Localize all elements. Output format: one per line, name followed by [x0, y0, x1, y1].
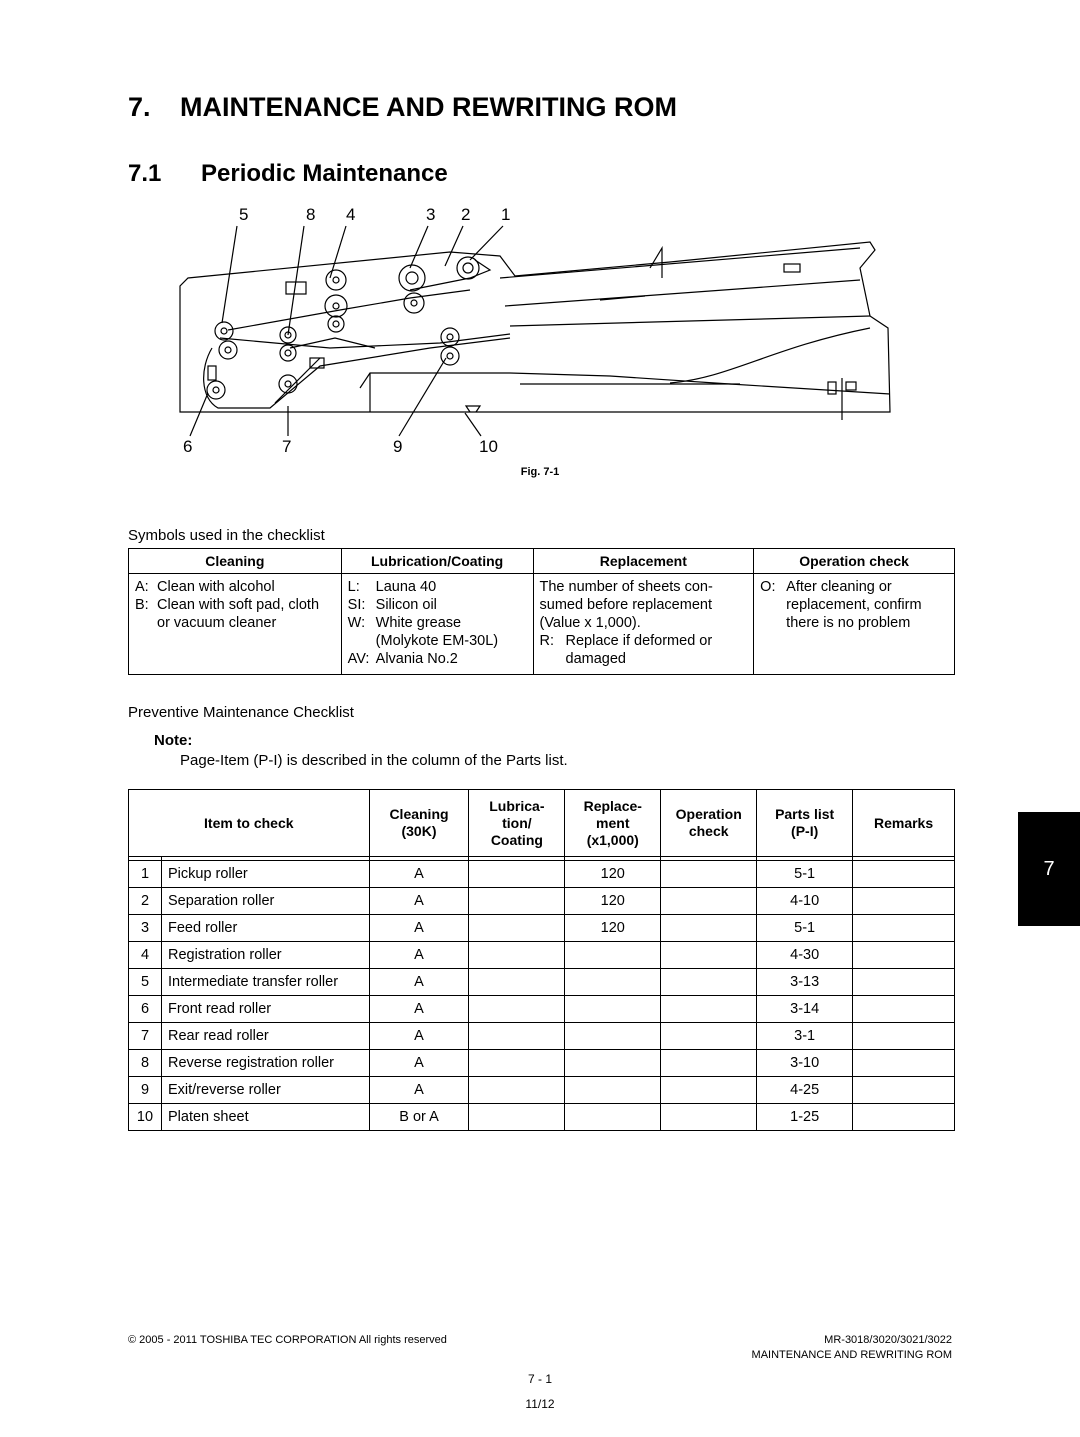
- parts-list-value: 5-1: [757, 915, 853, 942]
- chapter-title: MAINTENANCE AND REWRITING ROM: [180, 92, 677, 122]
- operation-value: [661, 1050, 757, 1077]
- parts-list-value: 3-13: [757, 969, 853, 996]
- replacement-value: 120: [565, 888, 661, 915]
- chapter-number: 7.: [128, 92, 151, 122]
- symbol-key: A:: [135, 579, 149, 595]
- operation-value: [661, 942, 757, 969]
- checklist-title: Preventive Maintenance Checklist: [128, 704, 354, 721]
- row-number: 10: [129, 1104, 162, 1131]
- cleaning-value: A: [369, 1023, 469, 1050]
- checklist-row: [129, 915, 955, 942]
- lubrication-value: [469, 1077, 565, 1104]
- checklist-row: [129, 1077, 955, 1104]
- item-name: Intermediate transfer roller: [161, 969, 369, 996]
- replacement-value: 120: [565, 915, 661, 942]
- checklist-row: [129, 996, 955, 1023]
- cleaning-value: A: [369, 1050, 469, 1077]
- operation-value: [661, 1023, 757, 1050]
- item-name: Separation roller: [161, 888, 369, 915]
- callout-1: 1: [501, 205, 511, 224]
- page-number: 7 - 1: [527, 1372, 552, 1386]
- operation-symbols-cell: [754, 574, 955, 675]
- replacement-value: 120: [565, 861, 661, 888]
- checklist-row: [129, 1023, 955, 1050]
- lubrication-value: [469, 969, 565, 996]
- item-name: Front read roller: [161, 996, 369, 1023]
- footer-copyright: © 2005 - 2011 TOSHIBA TEC CORPORATION All rights reserved: [128, 1334, 447, 1346]
- callout-4: 4: [346, 205, 356, 224]
- symbol-key: R:: [539, 633, 554, 649]
- parts-list-value: 1-25: [757, 1104, 853, 1131]
- symbol-entry: [540, 632, 748, 668]
- callout-10: 10: [479, 437, 498, 456]
- symbol-key: B:: [135, 597, 149, 613]
- cleaning-value: A: [369, 942, 469, 969]
- row-number: 1: [129, 861, 162, 888]
- parts-list-value: 3-14: [757, 996, 853, 1023]
- item-name: Pickup roller: [161, 861, 369, 888]
- callout-8: 8: [306, 205, 316, 224]
- remarks-value: [853, 915, 955, 942]
- symbol-text: Clean with soft pad, cloth or vacuum cleaner: [157, 597, 320, 631]
- replacement-value: [565, 1050, 661, 1077]
- symbol-entry: [135, 578, 335, 596]
- header-operation-check: Operation check: [754, 549, 955, 574]
- lubrication-symbols-cell: [341, 574, 533, 675]
- section-title: Periodic Maintenance: [201, 160, 448, 187]
- lubrication-value: [469, 1023, 565, 1050]
- operation-value: [661, 915, 757, 942]
- cleaning-value: A: [369, 996, 469, 1023]
- callout-3: 3: [426, 205, 436, 224]
- replacement-symbols-cell: [533, 574, 754, 675]
- remarks-value: [853, 888, 955, 915]
- callout-6: 6: [183, 437, 193, 456]
- operation-value: [661, 1104, 757, 1131]
- symbol-entry: [348, 578, 527, 596]
- symbol-text: Launa 40: [375, 579, 437, 595]
- cleaning-symbols-cell: [129, 574, 342, 675]
- symbol-entry: [760, 578, 948, 632]
- symbol-key: AV:: [347, 651, 370, 667]
- item-name: Feed roller: [161, 915, 369, 942]
- operation-value: [661, 969, 757, 996]
- footer-model: MR-3018/3020/3021/3022: [824, 1334, 952, 1346]
- revision-date: 11/12: [525, 1397, 555, 1411]
- operation-value: [661, 861, 757, 888]
- parts-list-value: 4-30: [757, 942, 853, 969]
- figure-caption: Fig. 7-1: [520, 466, 560, 478]
- replacement-description: The number of sheets con-sumed before replacement (Value x 1,000).: [539, 579, 713, 631]
- callout-7: 7: [282, 437, 292, 456]
- item-name: Platen sheet: [161, 1104, 369, 1131]
- symbol-key: O:: [760, 579, 776, 595]
- row-number: 4: [129, 942, 162, 969]
- callout-5: 5: [239, 205, 249, 224]
- replacement-value: [565, 996, 661, 1023]
- checklist-row: [129, 1050, 955, 1077]
- row-number: 2: [129, 888, 162, 915]
- header-remarks: Remarks: [853, 790, 955, 857]
- checklist-row: [129, 861, 955, 888]
- lubrication-value: [469, 1104, 565, 1131]
- parts-list-value: 3-10: [757, 1050, 853, 1077]
- parts-list-value: 5-1: [757, 861, 853, 888]
- header-replacement-text: Replace- ment (x1,000): [583, 797, 642, 848]
- row-number: 5: [129, 969, 162, 996]
- row-number: 9: [129, 1077, 162, 1104]
- symbols-header-row: [129, 549, 955, 574]
- header-operation-text: Operation check: [675, 806, 742, 839]
- item-name: Registration roller: [161, 942, 369, 969]
- header-lubrication-text: Lubrica- tion/ Coating: [489, 797, 545, 848]
- header-cleaning-30k-text: Cleaning (30K): [389, 806, 449, 839]
- symbol-entry: [348, 650, 527, 668]
- header-parts-list: [757, 790, 853, 857]
- remarks-value: [853, 1077, 955, 1104]
- symbol-key: W:: [347, 615, 366, 631]
- header-replacement: Replacement: [533, 549, 754, 574]
- callout-2: 2: [461, 205, 471, 224]
- lubrication-value: [469, 942, 565, 969]
- symbol-text: Clean with alcohol: [157, 579, 275, 595]
- replacement-value: [565, 1023, 661, 1050]
- note-text: Page-Item (P-I) is described in the column of the Parts list.: [180, 752, 568, 769]
- footer-doc-title: MAINTENANCE AND REWRITING ROM: [751, 1349, 952, 1361]
- symbol-text: White grease (Molykote EM-30L): [375, 615, 499, 649]
- checklist-row: [129, 969, 955, 996]
- chapter-heading: [128, 92, 677, 123]
- symbol-key: SI:: [347, 597, 366, 613]
- checklist-row: [129, 888, 955, 915]
- callout-9: 9: [393, 437, 403, 456]
- parts-list-value: 3-1: [757, 1023, 853, 1050]
- lubrication-value: [469, 888, 565, 915]
- symbol-text: Replace if deformed or damaged: [565, 633, 713, 667]
- chapter-side-tab: 7: [1018, 812, 1080, 926]
- checklist-row: [129, 942, 955, 969]
- replacement-value: [565, 969, 661, 996]
- lubrication-value: [469, 915, 565, 942]
- checklist-header-row: [129, 790, 955, 857]
- symbol-entry: [348, 614, 527, 650]
- symbol-text: Silicon oil: [375, 597, 437, 613]
- maintenance-checklist-table: [128, 789, 955, 1131]
- cleaning-value: A: [369, 1077, 469, 1104]
- symbols-body-row: [129, 574, 955, 675]
- replacement-value: [565, 942, 661, 969]
- remarks-value: [853, 1023, 955, 1050]
- cleaning-value: A: [369, 861, 469, 888]
- remarks-value: [853, 996, 955, 1023]
- symbol-entry: [135, 596, 335, 632]
- symbols-table: [128, 548, 955, 675]
- remarks-value: [853, 861, 955, 888]
- row-number: 8: [129, 1050, 162, 1077]
- item-name: Exit/reverse roller: [161, 1077, 369, 1104]
- symbol-key: L:: [347, 579, 360, 595]
- header-cleaning: Cleaning: [129, 549, 342, 574]
- remarks-value: [853, 1104, 955, 1131]
- section-heading: [128, 160, 448, 188]
- header-replacement-x1000: [565, 790, 661, 857]
- operation-value: [661, 888, 757, 915]
- header-parts-text: Parts list (P-I): [775, 806, 835, 839]
- parts-list-value: 4-25: [757, 1077, 853, 1104]
- operation-value: [661, 1077, 757, 1104]
- symbol-text: After cleaning or replacement, confirm there is no problem: [786, 579, 922, 631]
- note-label: Note:: [154, 732, 193, 749]
- row-number: 6: [129, 996, 162, 1023]
- header-item-to-check: Item to check: [129, 790, 370, 857]
- checklist-body: [129, 861, 955, 1131]
- cleaning-value: A: [369, 969, 469, 996]
- lubrication-value: [469, 1050, 565, 1077]
- lubrication-value: [469, 996, 565, 1023]
- checklist-row: [129, 1104, 955, 1131]
- cleaning-value: A: [369, 888, 469, 915]
- header-cleaning-30k: [369, 790, 469, 857]
- remarks-value: [853, 969, 955, 996]
- feeder-cross-section-diagram: [170, 198, 900, 468]
- remarks-value: [853, 942, 955, 969]
- item-name: Rear read roller: [161, 1023, 369, 1050]
- header-operation-check: [661, 790, 757, 857]
- header-lubrication: Lubrication/Coating: [341, 549, 533, 574]
- row-number: 3: [129, 915, 162, 942]
- cleaning-value: B or A: [369, 1104, 469, 1131]
- replacement-value: [565, 1104, 661, 1131]
- symbols-caption: Symbols used in the checklist: [128, 527, 325, 544]
- cleaning-value: A: [369, 915, 469, 942]
- section-number: 7.1: [128, 160, 162, 187]
- operation-value: [661, 996, 757, 1023]
- row-number: 7: [129, 1023, 162, 1050]
- item-name: Reverse registration roller: [161, 1050, 369, 1077]
- symbol-text: Alvania No.2: [375, 651, 458, 667]
- remarks-value: [853, 1050, 955, 1077]
- parts-list-value: 4-10: [757, 888, 853, 915]
- symbol-entry: [348, 596, 527, 614]
- header-lubrication-coating: [469, 790, 565, 857]
- replacement-value: [565, 1077, 661, 1104]
- lubrication-value: [469, 861, 565, 888]
